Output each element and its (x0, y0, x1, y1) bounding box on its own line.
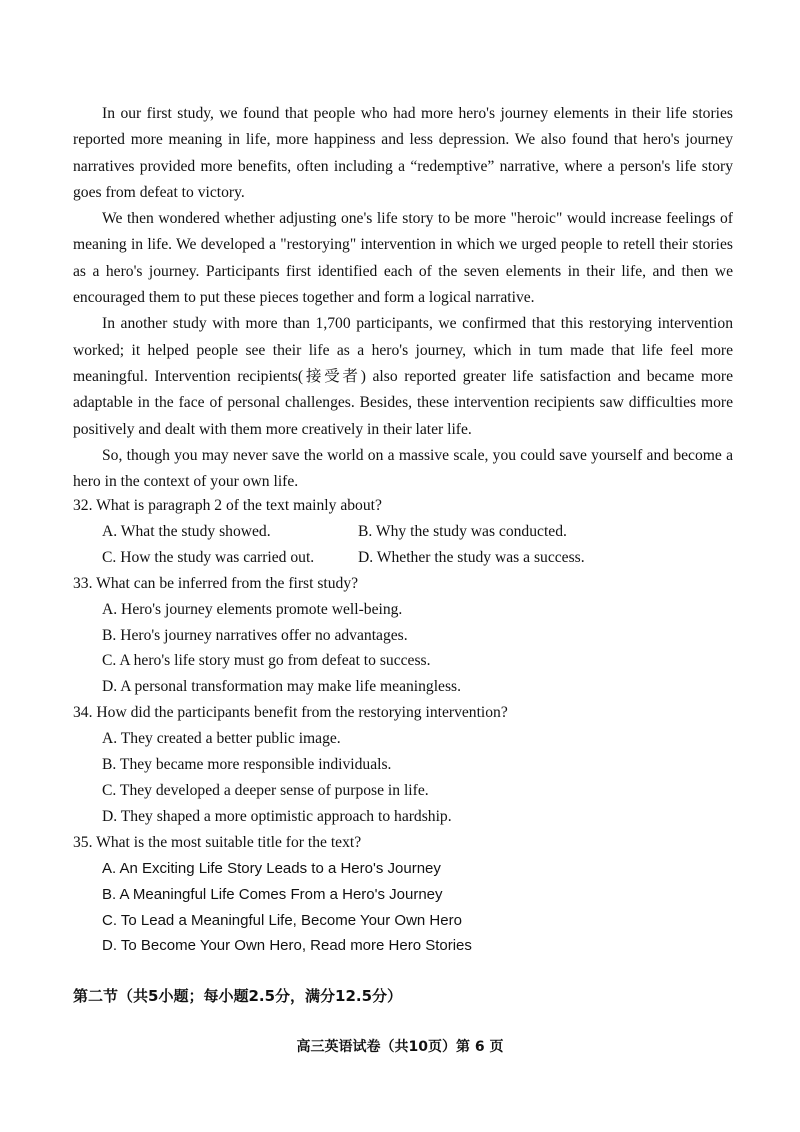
option-c: C. How the study was carried out. (102, 548, 315, 566)
question-35 (73, 830, 733, 960)
option-row (102, 545, 733, 571)
passage-paragraph-1: In our first study, we found that people who had more hero's journey elements in their life stories reported more meaning in life, more happiness and less depression. We also found that hero's journey narratives provided more benefits, often including a “redemptive” narrative, where a person's life story goes from defeat to victory. (73, 105, 733, 201)
question-stem: 33. What can be inferred from the first study? (73, 574, 359, 592)
option-list (73, 597, 733, 701)
passage-paragraph-3: In another study with more than 1,700 participants, we confirmed that this restorying intervention worked; it helped people see their life as a hero's journey, which in tum made that life feel more meaningful. Intervention recipients(接受者) also reported greater life satisfaction and became more adaptable in the face of personal challenges. Besides, these intervention recipients saw difficulties more positively and dealt with them more creatively in their later life. (73, 315, 733, 438)
option-c: C. A hero's life story must go from defeat to success. (102, 652, 431, 670)
reading-passage (73, 101, 733, 495)
question-stem: 35. What is the most suitable title for the text? (73, 833, 362, 851)
page-footer: 高三英语试卷（共10页）第 6 页 (296, 1039, 504, 1055)
option-a: A. An Exciting Life Story Leads to a Hero's Journey (102, 859, 441, 877)
option-a: A. Hero's journey elements promote well-being. (102, 600, 403, 618)
option-list (73, 519, 733, 571)
question-32 (73, 493, 733, 571)
option-d: D. Whether the study was a success. (358, 548, 585, 566)
question-list (73, 493, 733, 959)
option-d: D. They shaped a more optimistic approach to hardship. (102, 807, 452, 825)
option-b: B. A Meaningful Life Comes From a Hero's Journey (102, 885, 443, 903)
section-heading: 第二节（共5小题；每小题2.5分，满分12.5分） (73, 987, 403, 1005)
option-a: A. What the study showed. (102, 522, 271, 540)
option-d: D. To Become Your Own Hero, Read more Hero Stories (102, 937, 472, 955)
option-b: B. They became more responsible individuals. (102, 756, 392, 774)
question-stem: 34. How did the participants benefit from the restorying intervention? (73, 704, 508, 722)
question-34 (73, 700, 733, 830)
passage-paragraph-4: So, though you may never save the world on a massive scale, you could save yourself and become a hero in the context of your own life. (73, 446, 733, 491)
option-c: C. To Lead a Meaningful Life, Become Your Own Hero (102, 911, 462, 929)
option-list (73, 726, 733, 830)
option-c: C. They developed a deeper sense of purpose in life. (102, 781, 429, 799)
option-b: B. Why the study was conducted. (358, 522, 567, 540)
passage-paragraph-2: We then wondered whether adjusting one's life story to be more "heroic" would increase feelings of meaning in life. We developed a "restorying" intervention in which we urged people to retell their stories as a hero's journey. Participants first identified each of the seven elements in their life, and then we encouraged them to put these pieces together and form a logical narrative. (73, 210, 733, 307)
question-stem: 32. What is paragraph 2 of the text mainly about? (73, 497, 382, 514)
option-row (102, 519, 733, 545)
option-list (73, 856, 733, 960)
option-d: D. A personal transformation may make life meaningless. (102, 678, 461, 696)
option-b: B. Hero's journey narratives offer no advantages. (102, 626, 408, 644)
option-a: A. They created a better public image. (102, 730, 341, 748)
question-33 (73, 571, 733, 701)
